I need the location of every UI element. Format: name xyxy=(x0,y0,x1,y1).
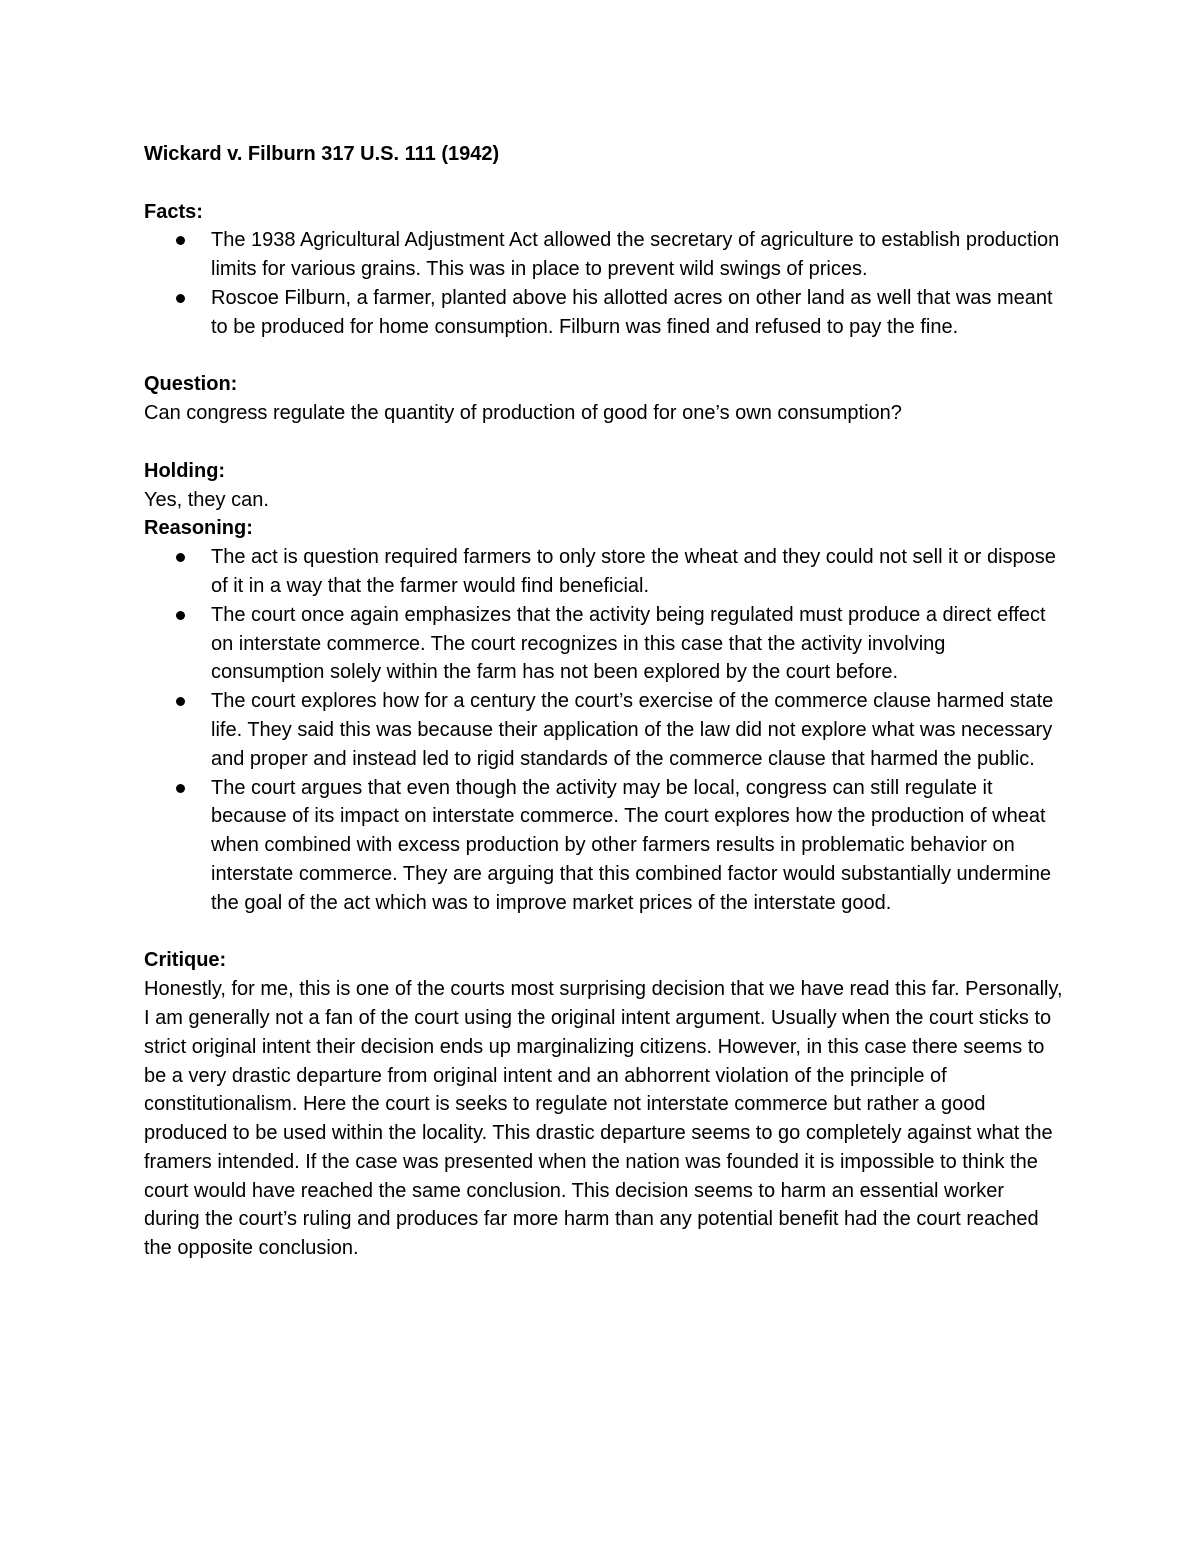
facts-heading: Facts: xyxy=(144,200,203,223)
critique-heading: Critique: xyxy=(144,949,227,972)
facts-bullet-text: The 1938 Agricultural Adjustment Act allowed the secretary of agriculture to establish production limits for various grains. This was in place to prevent wild swings of prices. xyxy=(211,229,1060,281)
list-item xyxy=(144,687,1064,773)
bullet-icon xyxy=(176,236,185,245)
critique-text: Honestly, for me, this is one of the courts most surprising decision that we have read this far. Personally, I am generally not a fan of the court using the original intent argument. Usually when the court sticks to strict original intent their decision ends up marginalizing citizens. However, in this case there seems to be a very drastic departure from original intent and an abhorrent violation of the principle of constitutionalism. Here the court is seeks to regulate not interstate commerce but rather a good produced to be used within the locality. This drastic departure seems to go completely against what the framers intended. If the case was presented when the nation was founded it is impossible to think the court would have reached the same conclusion. This decision seems to harm an essential worker during the court’s ruling and produces far more harm than any potential benefit had the court reached the opposite conclusion. xyxy=(144,978,1063,1260)
facts-bullet-text: Roscoe Filburn, a farmer, planted above his allotted acres on other land as well that was meant to be produced for home consumption. Filburn was fined and refused to pay the fine. xyxy=(211,286,1053,338)
bullet-icon xyxy=(176,553,185,562)
list-item xyxy=(144,284,1064,342)
list-item xyxy=(144,774,1064,918)
reasoning-bullet-text: The court once again emphasizes that the activity being regulated must produce a direct effect on interstate commerce. The court recognizes in this case that the activity involving consumption solely within the farm has not been explored by the court before. xyxy=(211,603,1046,684)
list-item xyxy=(144,226,1064,284)
reasoning-bullet-text: The act is question required farmers to only store the wheat and they could not sell it or dispose of it in a way that the farmer would find beneficial. xyxy=(211,546,1056,597)
spacer xyxy=(144,169,1064,198)
reasoning-heading: Reasoning: xyxy=(144,517,253,540)
document-page xyxy=(144,140,1064,1263)
spacer xyxy=(144,918,1064,947)
list-item xyxy=(144,543,1064,601)
bullet-icon xyxy=(176,784,185,793)
reasoning-bullet-text: The court explores how for a century the court’s exercise of the commerce clause harmed state life. They said this was because their application of the law did not explore what was necessary and proper and instead led to rigid standards of the commerce clause that harmed the public. xyxy=(211,690,1054,770)
question-text: Can congress regulate the quantity of production of good for one’s own consumption? xyxy=(144,402,902,425)
case-title: Wickard v. Filburn 317 U.S. 111 (1942) xyxy=(144,143,500,165)
reasoning-bullet-text: The court argues that even though the activity may be local, congress can still regulate it because of its impact on interstate commerce. The court explores how the production of wheat when combined with excess production by other farmers results in problematic behavior on interstate commerce. They are arguing that this combined factor would substantially undermine the goal of the act which was to improve market prices of the interstate good. xyxy=(211,776,1052,914)
bullet-icon xyxy=(176,697,185,706)
reasoning-list xyxy=(144,543,1064,917)
list-item xyxy=(144,601,1064,687)
holding-text: Yes, they can. xyxy=(144,488,269,511)
facts-list xyxy=(144,226,1064,341)
holding-heading: Holding: xyxy=(144,459,226,482)
question-heading: Question: xyxy=(144,373,238,396)
bullet-icon xyxy=(176,294,185,303)
spacer xyxy=(144,428,1064,457)
bullet-icon xyxy=(176,611,185,620)
spacer xyxy=(144,342,1064,371)
